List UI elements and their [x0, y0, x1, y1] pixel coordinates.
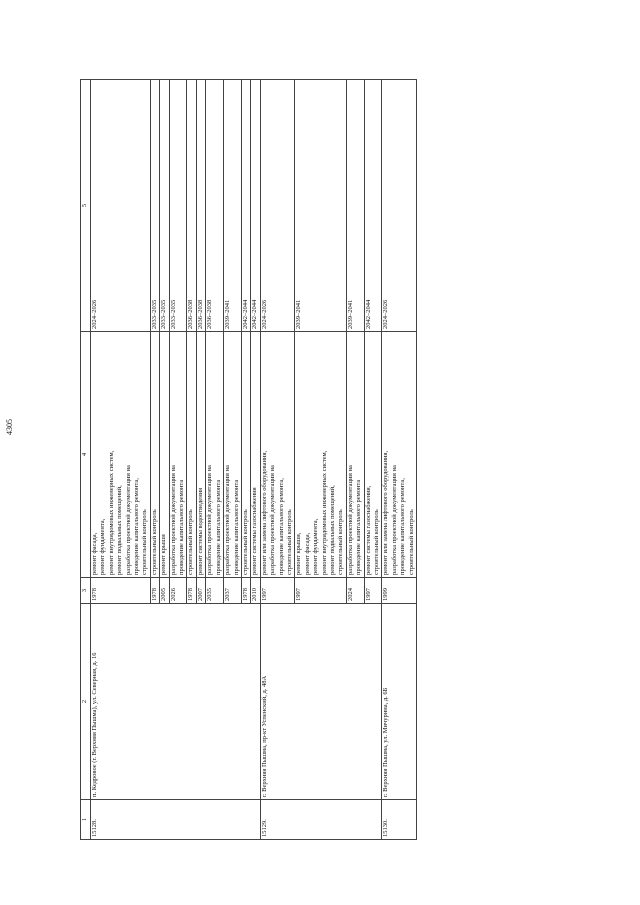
work-line: ремонт фасада, [303, 532, 311, 575]
year-cell: 1978 [187, 578, 196, 604]
period-cell: 2036–2038 [187, 80, 196, 332]
table-row [382, 80, 417, 840]
year-cell: 1999 [382, 578, 417, 604]
work-line: разработка проектной документации на [169, 465, 177, 575]
work-cell [295, 332, 346, 578]
work-line: ремонт внутридомовых инженерных систем, [320, 450, 328, 575]
work-line: разработка проектной документации на [269, 465, 277, 575]
table-row [260, 80, 295, 840]
work-cell [91, 332, 151, 578]
year-cell: 2010 [251, 578, 260, 604]
period-cell: 2042–2044 [364, 80, 382, 332]
work-line: разработка проектной документации на [346, 465, 354, 575]
period-cell: 2042–2044 [251, 80, 260, 332]
work-line: проведение капитального ремонта [214, 479, 222, 575]
work-line: проведение капитального ремонта [178, 479, 186, 575]
year-cell: 1997 [295, 578, 346, 604]
work-cell [196, 332, 205, 578]
work-line: разработка проектной документации на [124, 465, 132, 575]
work-line: ремонт подвальных помещений, [328, 485, 336, 575]
work-line: ремонт или замена лифтового оборудования, [260, 450, 268, 575]
work-line: проведение капитального ремонта [232, 479, 240, 575]
year-cell: 2005 [160, 578, 169, 604]
work-line: ремонт фундамента, [99, 518, 107, 575]
period-cell: 2039–2041 [295, 80, 346, 332]
work-line: строительный контроль [141, 509, 149, 575]
table-body [91, 80, 417, 840]
year-cell: 1997 [260, 578, 295, 604]
work-line: проведение капитального ремонта, [133, 478, 141, 575]
year-cell: 2026 [169, 578, 187, 604]
work-line: разработка проектной документации на [390, 465, 398, 575]
period-cell: 2033–2035 [160, 80, 169, 332]
work-line: строительный контроль [407, 509, 415, 575]
year-cell: 2007 [196, 578, 205, 604]
work-line: ремонт фундамента, [312, 518, 320, 575]
row-number: 15130. [382, 800, 417, 840]
work-line: ремонт фасада, [91, 532, 98, 575]
work-line: ремонт или замена лифтового оборудования, [382, 450, 390, 575]
period-cell: 2024–2026 [382, 80, 417, 332]
work-cell [241, 332, 250, 578]
year-cell: 1978 [91, 578, 151, 604]
work-cell [251, 332, 260, 578]
year-cell: 2035 [206, 578, 224, 604]
work-cell [169, 332, 187, 578]
period-cell: 2039–2041 [224, 80, 242, 332]
column-header-1: 1 [81, 800, 91, 840]
year-cell: 2024 [346, 578, 364, 604]
work-line: проведение капитального ремонта [355, 479, 363, 575]
period-cell: 2036–2038 [206, 80, 224, 332]
year-cell: 1978 [150, 578, 159, 604]
work-line: ремонт системы газоснабжения, [364, 485, 372, 575]
work-cell [382, 332, 417, 578]
column-header-2: 2 [81, 604, 91, 800]
row-number: 15128. [91, 800, 261, 840]
work-line: строительный контроль [241, 509, 249, 575]
period-cell: 2036–2038 [196, 80, 205, 332]
work-line: ремонт системы водоотведения [196, 487, 204, 575]
work-line: проведение капитального ремонта, [277, 478, 285, 575]
period-cell: 2033–2035 [169, 80, 187, 332]
work-cell [160, 332, 169, 578]
work-line: ремонт крыши [160, 534, 168, 575]
work-line: ремонт внутридомовых инженерных систем, [107, 450, 115, 575]
work-line: строительный контроль [337, 509, 345, 575]
column-number-row [81, 80, 91, 840]
period-cell: 2039–2041 [346, 80, 364, 332]
address-cell: г. Верхняя Пышма, ул. Мичурина, д. 6Б [382, 604, 417, 800]
work-line: ремонт системы газоснабжения [251, 487, 259, 575]
work-cell [260, 332, 295, 578]
work-line: строительный контроль [285, 509, 293, 575]
work-cell [206, 332, 224, 578]
period-cell: 2024–2026 [260, 80, 295, 332]
address-cell: г. Верхняя Пышма, пр-кт Успенский, д. 48А [260, 604, 382, 800]
work-line: строительный контроль [187, 509, 195, 575]
work-line: ремонт крыши, [295, 532, 303, 575]
work-cell [364, 332, 382, 578]
capital-repair-table [80, 79, 417, 840]
period-cell: 2042–2044 [241, 80, 250, 332]
work-cell [346, 332, 364, 578]
column-header-4: 4 [81, 332, 91, 578]
page-number: 4305 [5, 419, 14, 435]
work-line: строительный контроль [373, 509, 380, 575]
address-cell: п. Кедровое (г. Верхняя Пышма), ул. Северная, д. 16 [91, 604, 261, 800]
row-number: 15129. [260, 800, 382, 840]
period-cell: 2024–2026 [91, 80, 151, 332]
work-cell [150, 332, 159, 578]
column-header-5: 5 [81, 80, 91, 332]
table-row [91, 80, 151, 840]
work-cell [224, 332, 242, 578]
rotated-sheet [80, 80, 564, 840]
year-cell: 1997 [364, 578, 382, 604]
year-cell: 1978 [241, 578, 250, 604]
column-header-3: 3 [81, 578, 91, 604]
work-line: разработка проектной документации на [224, 465, 232, 575]
work-cell [187, 332, 196, 578]
work-line: проведение капитального ремонта, [399, 478, 407, 575]
year-cell: 2037 [224, 578, 242, 604]
work-line: разработка проектной документации на [206, 465, 214, 575]
work-line: ремонт подвальных помещений, [116, 485, 124, 575]
work-line: строительный контроль [150, 509, 158, 575]
period-cell: 2033–2035 [150, 80, 159, 332]
